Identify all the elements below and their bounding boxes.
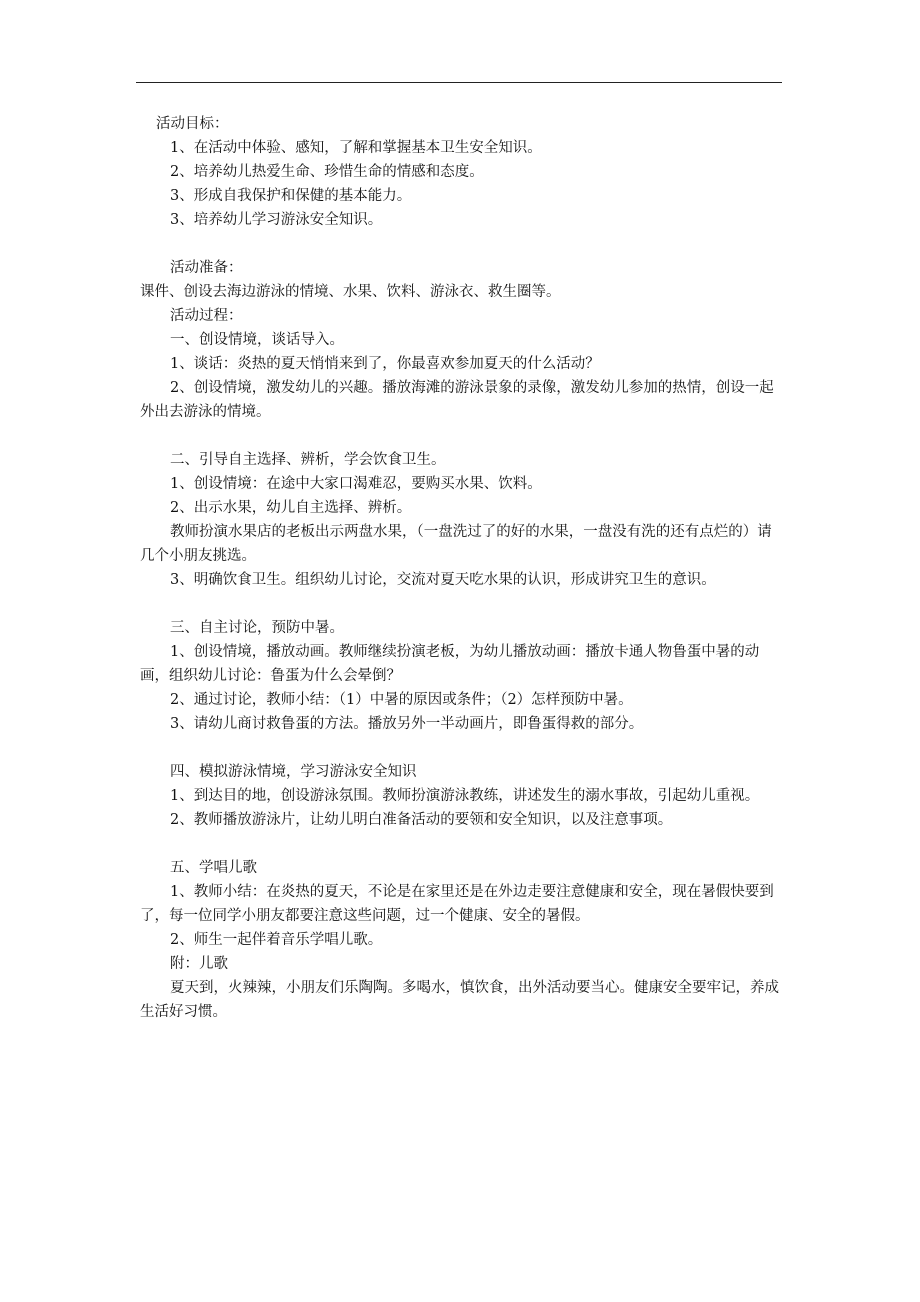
process-heading: 活动过程：: [170, 308, 243, 324]
section-item: 2、创设情境，激发幼儿的兴趣。播放海滩的游泳景象的录像，激发幼儿参加的热情，创设一起外出去游泳的情境。: [140, 380, 774, 420]
document-body: [140, 112, 785, 1024]
prep-heading: 活动准备：: [170, 260, 243, 276]
section-title: 五、学唱儿歌: [170, 860, 257, 876]
section-item: 3、请幼儿商讨救鲁蛋的方法。播放另外一半动画片，即鲁蛋得救的部分。: [170, 716, 644, 732]
section-title: 三、自主讨论，预防中暑。: [170, 620, 344, 636]
section-item: 3、明确饮食卫生。组织幼儿讨论，交流对夏天吃水果的认识，形成讲究卫生的意识。: [170, 572, 716, 588]
goal-item: 2、培养幼儿热爱生命、珍惜生命的情感和态度。: [170, 164, 484, 180]
section-item: 1、教师小结：在炎热的夏天，不论是在家里还是在外边走要注意健康和安全，现在暑假快要到了，每一位同学小朋友都要注意这些问题，过一个健康、安全的暑假。: [140, 884, 774, 924]
section-item: 1、谈话：炎热的夏天悄悄来到了，你最喜欢参加夏天的什么活动？: [170, 356, 600, 372]
section-item: 2、出示水果，幼儿自主选择、辨析。: [170, 500, 412, 516]
goal-item: 1、在活动中体验、感知，了解和掌握基本卫生安全知识。: [170, 140, 542, 156]
appendix-label: 附：儿歌: [170, 956, 228, 972]
song-text: 夏天到，火辣辣，小朋友们乐陶陶。多喝水，慎饮食，出外活动要当心。健康安全要牢记，养成生活好习惯。: [140, 980, 779, 1020]
goal-item: 3、形成自我保护和保健的基本能力。: [170, 188, 412, 204]
section-item: 1、到达目的地，创设游泳氛围。教师扮演游泳教练，讲述发生的溺水事故，引起幼儿重视。: [170, 788, 760, 804]
section-item: 2、通过讨论，教师小结：（1）中暑的原因或条件；（2）怎样预防中暑。: [170, 692, 633, 708]
section-title: 二、引导自主选择、辨析，学会饮食卫生。: [170, 452, 446, 468]
header-rule: [136, 82, 782, 83]
section-item: 1、创设情境，播放动画。教师继续扮演老板，为幼儿播放动画：播放卡通人物鲁蛋中暑的动画，组织幼儿讨论：鲁蛋为什么会晕倒？: [140, 644, 760, 684]
section-item: 2、师生一起伴着音乐学唱儿歌。: [170, 932, 383, 948]
section-item: 1、创设情境：在途中大家口渴难忍，要购买水果、饮料。: [170, 476, 542, 492]
section-item: 教师扮演水果店的老板出示两盘水果，（一盘洗过了的好的水果，一盘没有洗的还有点烂的）请几个小朋友挑选。: [140, 524, 772, 564]
section-item: 2、教师播放游泳片，让幼儿明白准备活动的要领和安全知识，以及注意事项。: [170, 812, 673, 828]
section-title: 四、模拟游泳情境，学习游泳安全知识: [170, 764, 417, 780]
goals-heading: 活动目标：: [156, 116, 229, 132]
section-title: 一、创设情境，谈话导入。: [170, 332, 344, 348]
prep-text: 课件、创设去海边游泳的情境、水果、饮料、游泳衣、救生圈等。: [140, 284, 561, 300]
goal-item: 3、培养幼儿学习游泳安全知识。: [170, 212, 383, 228]
